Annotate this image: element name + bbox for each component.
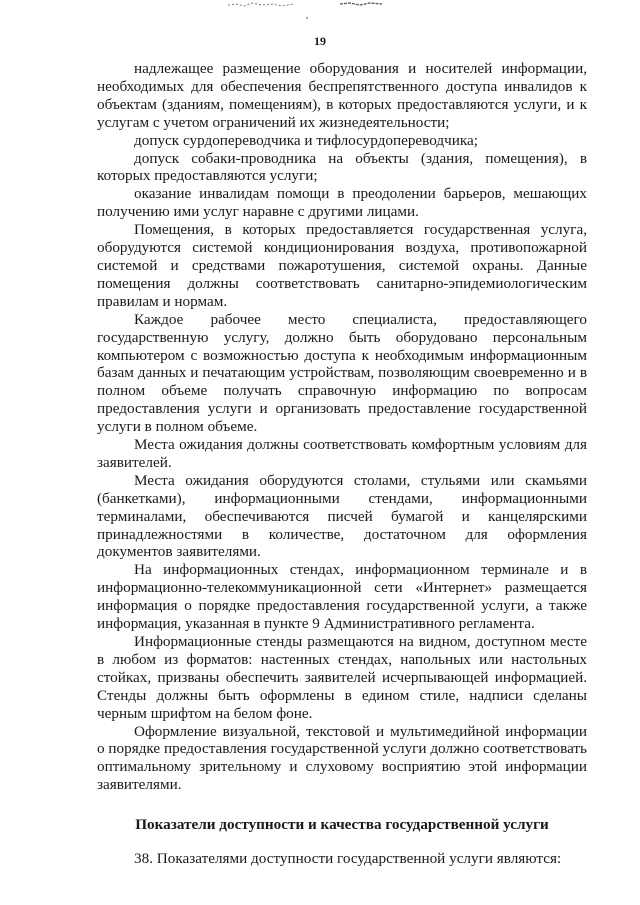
paragraph: Места ожидания должны соответствовать комфортным условиям для заявителей. [97,436,587,471]
section-heading: Показатели доступности и качества государственной услуги [135,816,549,834]
paragraph: Каждое рабочее место специалиста, предоставляющего государственную услугу, должно быть оборудовано персональным компьютером с возможностью доступа к необходимым информационным базам данных и печатающим устройствам, позволяющим своевременно и в полном объеме получать справочную информацию по вопросам предоставления услуги и организовать предоставление государственной услуги в полном объеме. [97,310,587,436]
paragraph: оказание инвалидам помощи в преодолении барьеров, мешающих получению ими услуг наравне с другими лицами. [97,185,587,221]
paragraph: Помещения, в которых предоставляется государственная услуга, оборудуются системой кондиционирования воздуха, противопожарной системой и средствами пожаротушения, системой охраны. Данные помещения должны соответствовать санитарно-эпидемиологическим правилам и нормам. [97,221,587,310]
paragraph: надлежащее размещение оборудования и носителей информации, необходимых для обеспечения беспрепятственного доступа инвалидов к объектам (зданиям, помещениям), в которых предоставляются услуги, и к услугам с учетом ограничений их жизнедеятельности; [97,60,587,131]
page-number: 19 [314,34,326,48]
document-body [97,60,587,868]
paragraph: Информационные стенды размещаются на видном, доступном месте в любом из форматов: настенных стендах, напольных или настольных стойках, призваны обеспечить заявителей исчерпывающей информацией. Стенды должны быть оформлены в едином стиле, надписи сделаны черным шрифтом на белом фоне. [97,633,587,722]
scan-artifact [338,0,384,8]
paragraph: допуск собаки-проводника на объекты (здания, помещения), в которых предоставляются услуги; [97,149,587,185]
numbered-item: 38. Показателями доступности государственной услуги являются: [134,850,562,868]
scan-artifact [226,0,296,8]
paragraph: Места ожидания оборудуются столами, стульями или скамьями (банкетками), информационными стендами, информационными терминалами, обеспечиваются писчей бумагой и канцелярскими принадлежностями в количестве, достаточном для оформления документов заявителями. [97,471,587,561]
paragraph: На информационных стендах, информационном терминале и в информационно-телекоммуникационной сети «Интернет» размещается информация о порядке предоставления государственной услуги, а также информация, указанная в пункте 9 Административного регламента. [97,561,587,633]
paragraph: допуск сурдопереводчика и тифлосурдопереводчика; [134,131,478,149]
paragraph: Оформление визуальной, текстовой и мультимедийной информации о порядке предоставления государственной услуги должно соответствовать оптимальному зрительному и слуховому восприятию этой информации заявителями. [97,722,587,794]
scan-artifact [305,16,309,20]
